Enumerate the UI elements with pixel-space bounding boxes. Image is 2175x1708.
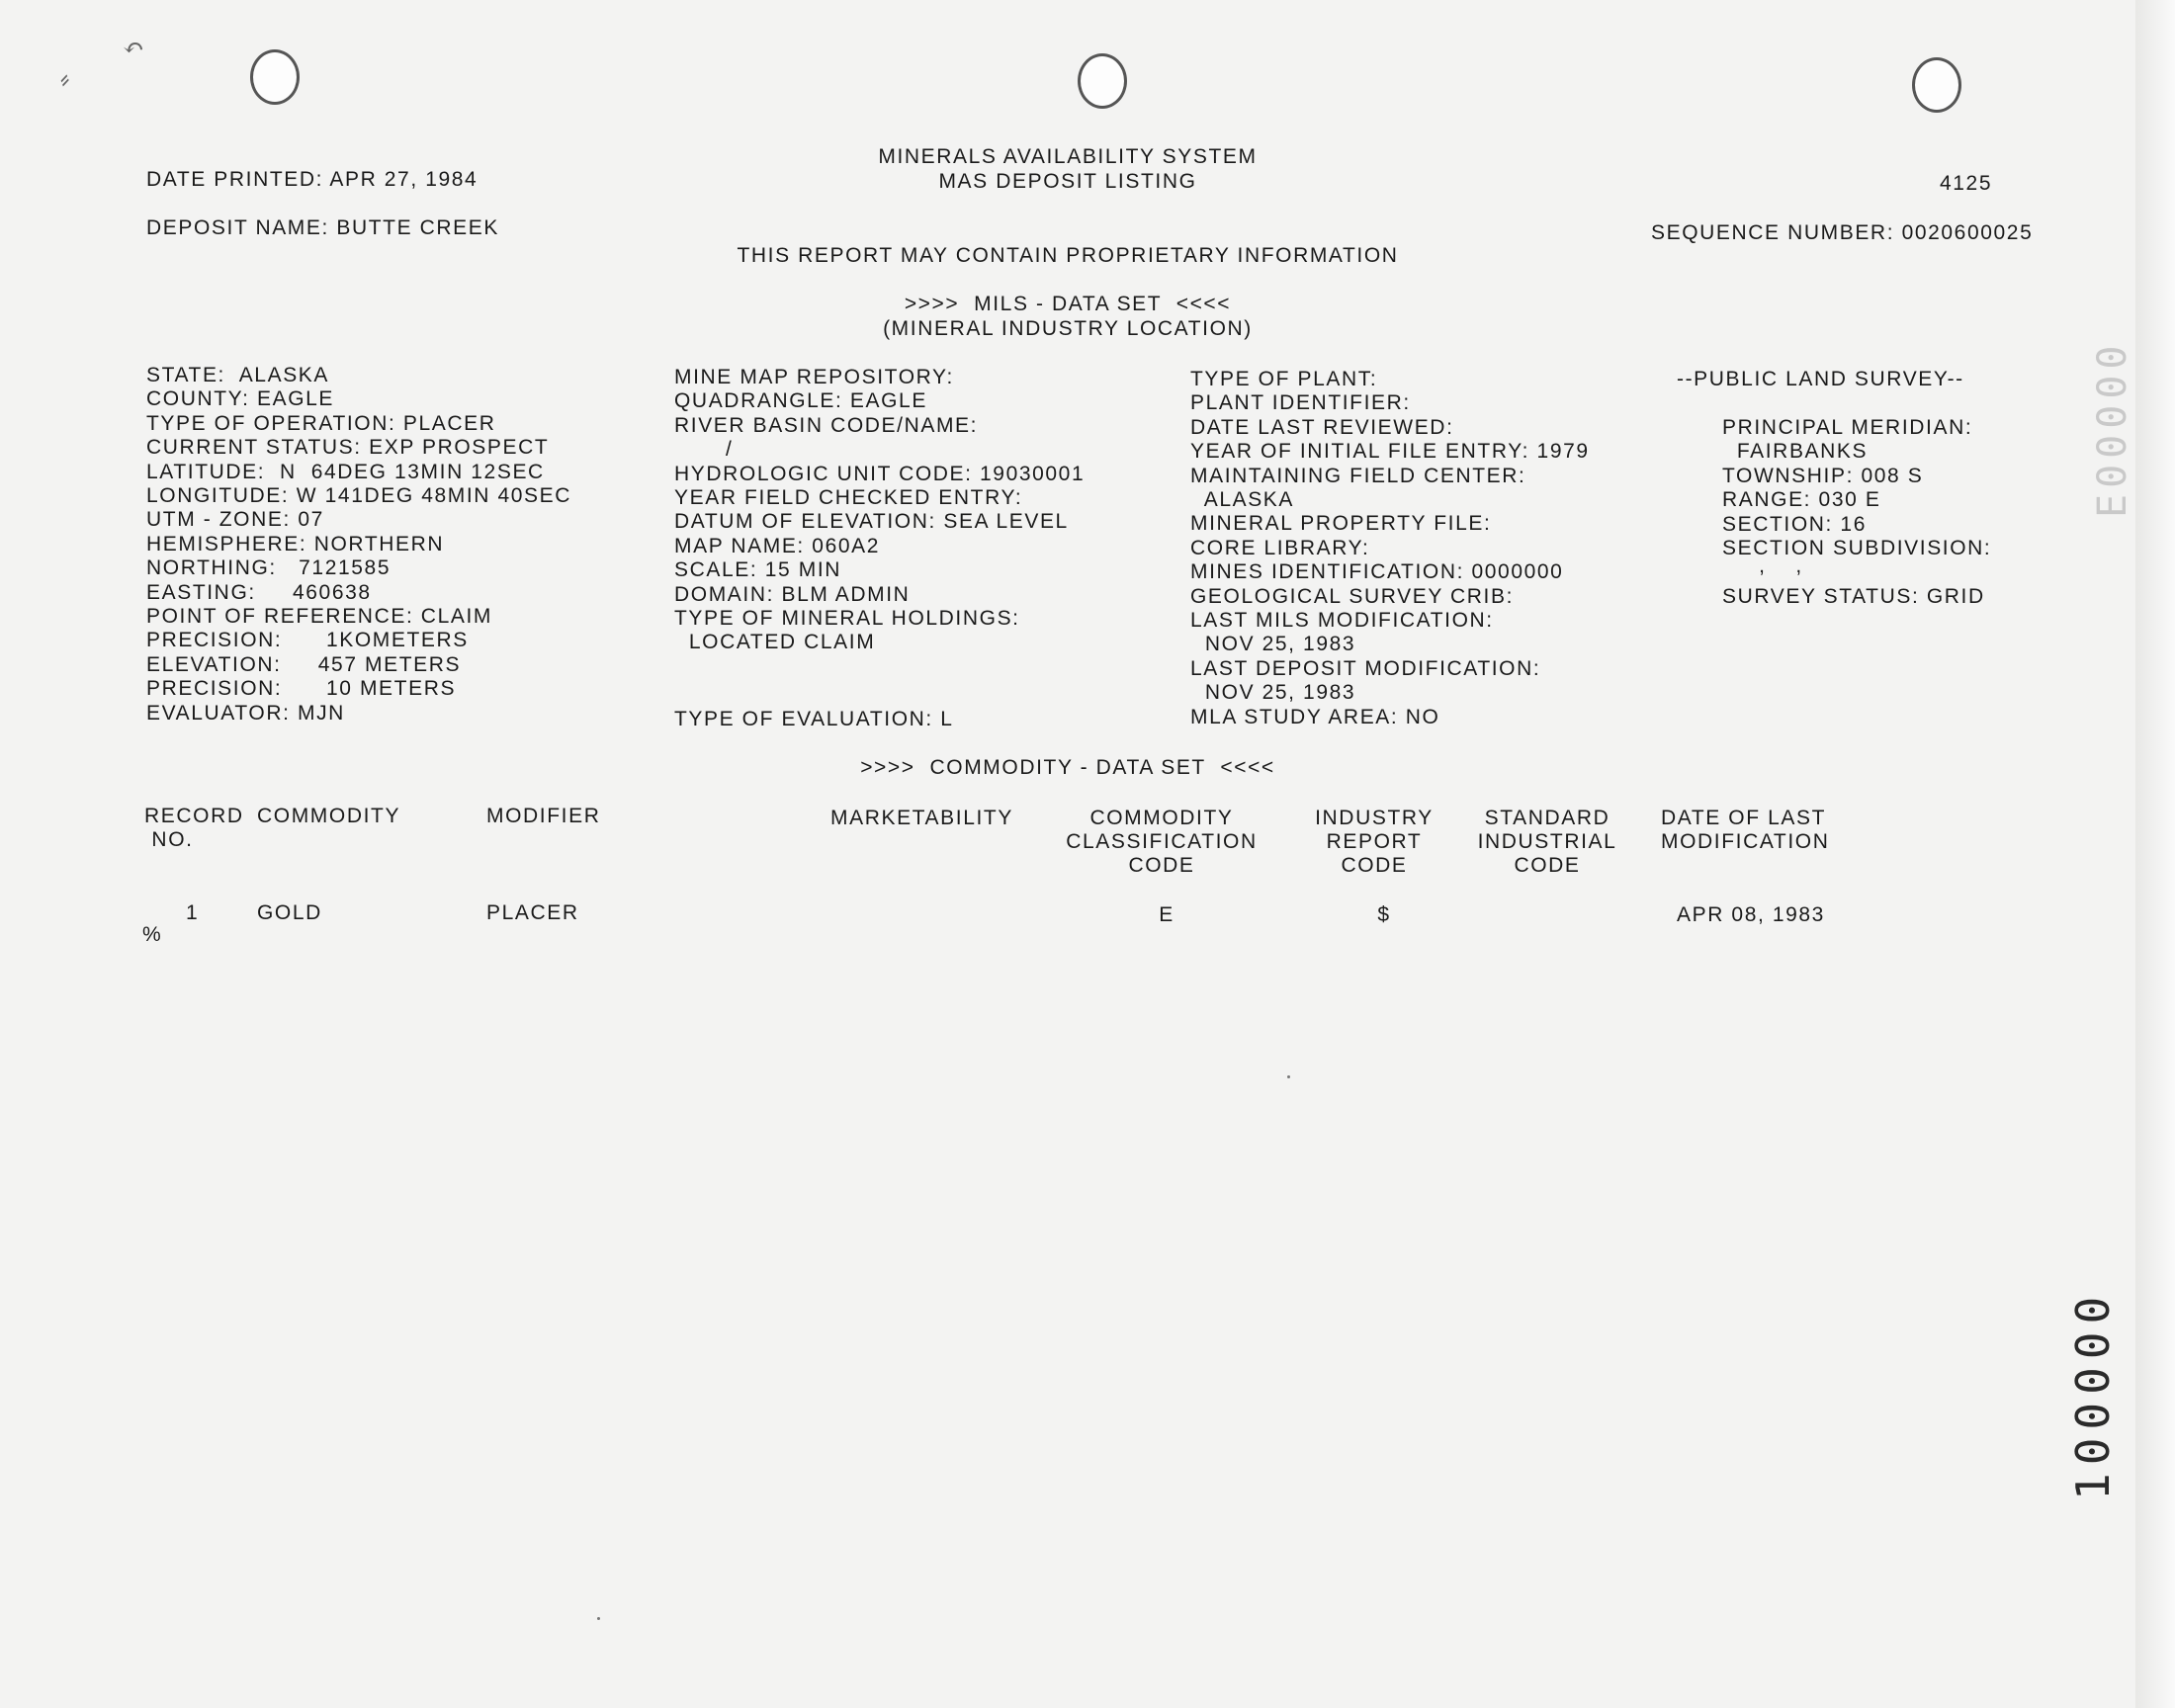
- system-title: MINERALS AVAILABILITY SYSTEM: [878, 145, 1258, 168]
- sequence-number: SEQUENCE NUMBER: 0020600025: [1651, 221, 2034, 244]
- header-industry-report-code: INDUSTRY REPORT CODE: [1315, 807, 1434, 877]
- col3-line: MAINTAINING FIELD CENTER:: [1190, 464, 1526, 487]
- col2-line: DATUM OF ELEVATION: SEA LEVEL: [674, 510, 1069, 534]
- col4-line: RANGE: 030 E: [1722, 488, 1881, 512]
- col3-line: NOV 25, 1983: [1190, 681, 1356, 705]
- pencil-mark-2: ↶: [123, 34, 144, 63]
- deposit-name: DEPOSIT NAME: BUTTE CREEK: [146, 216, 499, 239]
- punch-hole-left: [250, 49, 300, 105]
- header-marketability: MARKETABILITY: [830, 807, 1013, 829]
- col3-line: MINES IDENTIFICATION: 0000000: [1190, 560, 1564, 584]
- col2-line: MINE MAP REPOSITORY:: [674, 366, 954, 388]
- speck: [1287, 1075, 1290, 1078]
- header-date-of-last-modification: DATE OF LAST MODIFICATION: [1661, 807, 1830, 853]
- end-marker: %: [142, 923, 163, 946]
- col3-line: ALASKA: [1190, 488, 1295, 511]
- col2-line: RIVER BASIN CODE/NAME:: [674, 413, 979, 437]
- pencil-mark: ⸗: [53, 60, 75, 97]
- col2-line: DOMAIN: BLM ADMIN: [674, 582, 911, 606]
- col2-line: SCALE: 15 MIN: [674, 558, 842, 582]
- col1-line: PRECISION: 10 METERS: [146, 677, 457, 701]
- row-modifier: PLACER: [486, 901, 579, 924]
- col1-line: POINT OF REFERENCE: CLAIM: [146, 605, 492, 628]
- type-of-evaluation: TYPE OF EVALUATION: L: [674, 708, 954, 730]
- page-edge: [2135, 0, 2175, 1708]
- header-modifier: MODIFIER: [486, 805, 601, 827]
- col4-line: SECTION: 16: [1722, 512, 1867, 536]
- col3-line: TYPE OF PLANT:: [1190, 368, 1378, 390]
- col3-line: DATE LAST REVIEWED:: [1190, 415, 1454, 439]
- col4-line: PRINCIPAL MERIDIAN:: [1722, 416, 1973, 439]
- col2-line: MAP NAME: 060A2: [674, 534, 881, 557]
- speck-2: [597, 1617, 600, 1620]
- col3-line: LAST MILS MODIFICATION:: [1190, 609, 1494, 632]
- listing-title: MAS DEPOSIT LISTING: [938, 170, 1197, 193]
- col3-line: MLA STUDY AREA: NO: [1190, 705, 1440, 728]
- col1-line: HEMISPHERE: NORTHERN: [146, 532, 445, 555]
- col3-line: CORE LIBRARY:: [1190, 536, 1370, 559]
- col2-line: YEAR FIELD CHECKED ENTRY:: [674, 486, 1023, 509]
- col1-line: EVALUATOR: MJN: [146, 701, 345, 725]
- mils-subtitle: (MINERAL INDUSTRY LOCATION): [883, 317, 1253, 340]
- col4-line: FAIRBANKS: [1722, 440, 1869, 464]
- col1-line: LONGITUDE: W 141DEG 48MIN 40SEC: [146, 484, 572, 507]
- col1-line: EASTING: 460638: [146, 580, 372, 604]
- col3-line: LAST DEPOSIT MODIFICATION:: [1190, 656, 1541, 680]
- header-commodity: COMMODITY: [257, 805, 401, 827]
- commodity-title: >>>> COMMODITY - DATA SET <<<<: [860, 756, 1275, 779]
- col1-line: UTM - ZONE: 07: [146, 508, 324, 532]
- col3-line: GEOLOGICAL SURVEY CRIB:: [1190, 584, 1515, 608]
- header-classification-code: COMMODITY CLASSIFICATION CODE: [1066, 807, 1258, 877]
- col1-line: CURRENT STATUS: EXP PROSPECT: [146, 436, 550, 460]
- header-standard-industrial-code: STANDARD INDUSTRIAL CODE: [1477, 807, 1617, 877]
- row-classification-code: E: [1159, 903, 1174, 926]
- header-record-no: RECORD NO.: [144, 805, 244, 851]
- row-industry-report-code: $: [1377, 903, 1391, 926]
- row-record-no: 1: [186, 901, 200, 924]
- col4-line: SURVEY STATUS: GRID: [1722, 584, 1985, 608]
- col1-line: PRECISION: 1KOMETERS: [146, 629, 469, 652]
- col4-line: TOWNSHIP: 008 S: [1722, 464, 1924, 487]
- col1-line: LATITUDE: N 64DEG 13MIN 12SEC: [146, 460, 545, 483]
- col3-line: PLANT IDENTIFIER:: [1190, 391, 1411, 415]
- col3-line: NOV 25, 1983: [1190, 633, 1356, 656]
- col3-line: MINERAL PROPERTY FILE:: [1190, 512, 1492, 536]
- col2-line: LOCATED CLAIM: [674, 631, 876, 654]
- proprietary-notice: THIS REPORT MAY CONTAIN PROPRIETARY INFORMATION: [737, 244, 1399, 267]
- col4-line: , ,: [1722, 555, 1803, 578]
- col1-line: ELEVATION: 457 METERS: [146, 652, 462, 676]
- date-printed: DATE PRINTED: APR 27, 1984: [146, 168, 478, 191]
- col2-line: HYDROLOGIC UNIT CODE: 19030001: [674, 462, 1086, 485]
- col4-line: SECTION SUBDIVISION:: [1722, 537, 1992, 559]
- page-id-stamp: 100000: [2066, 1288, 2120, 1500]
- col2-line: QUADRANGLE: EAGLE: [674, 389, 927, 413]
- row-date-of-last-modification: APR 08, 1983: [1677, 903, 1825, 926]
- col2-line: TYPE OF MINERAL HOLDINGS:: [674, 607, 1020, 630]
- col1-line: COUNTY: EAGLE: [146, 387, 335, 411]
- col1-line: STATE: ALASKA: [146, 364, 330, 386]
- mils-title: >>>> MILS - DATA SET <<<<: [904, 293, 1232, 315]
- faint-bleed-stamp: E00000: [2090, 339, 2135, 518]
- page-number: 4125: [1940, 172, 1993, 195]
- public-land-survey-title: --PUBLIC LAND SURVEY--: [1677, 368, 1964, 390]
- col1-line: TYPE OF OPERATION: PLACER: [146, 411, 496, 435]
- col1-line: NORTHING: 7121585: [146, 556, 392, 580]
- col2-line: /: [674, 438, 734, 462]
- row-commodity: GOLD: [257, 901, 322, 924]
- punch-hole-right: [1912, 57, 1961, 113]
- col3-line: YEAR OF INITIAL FILE ENTRY: 1979: [1190, 440, 1590, 464]
- punch-hole-center: [1078, 53, 1127, 109]
